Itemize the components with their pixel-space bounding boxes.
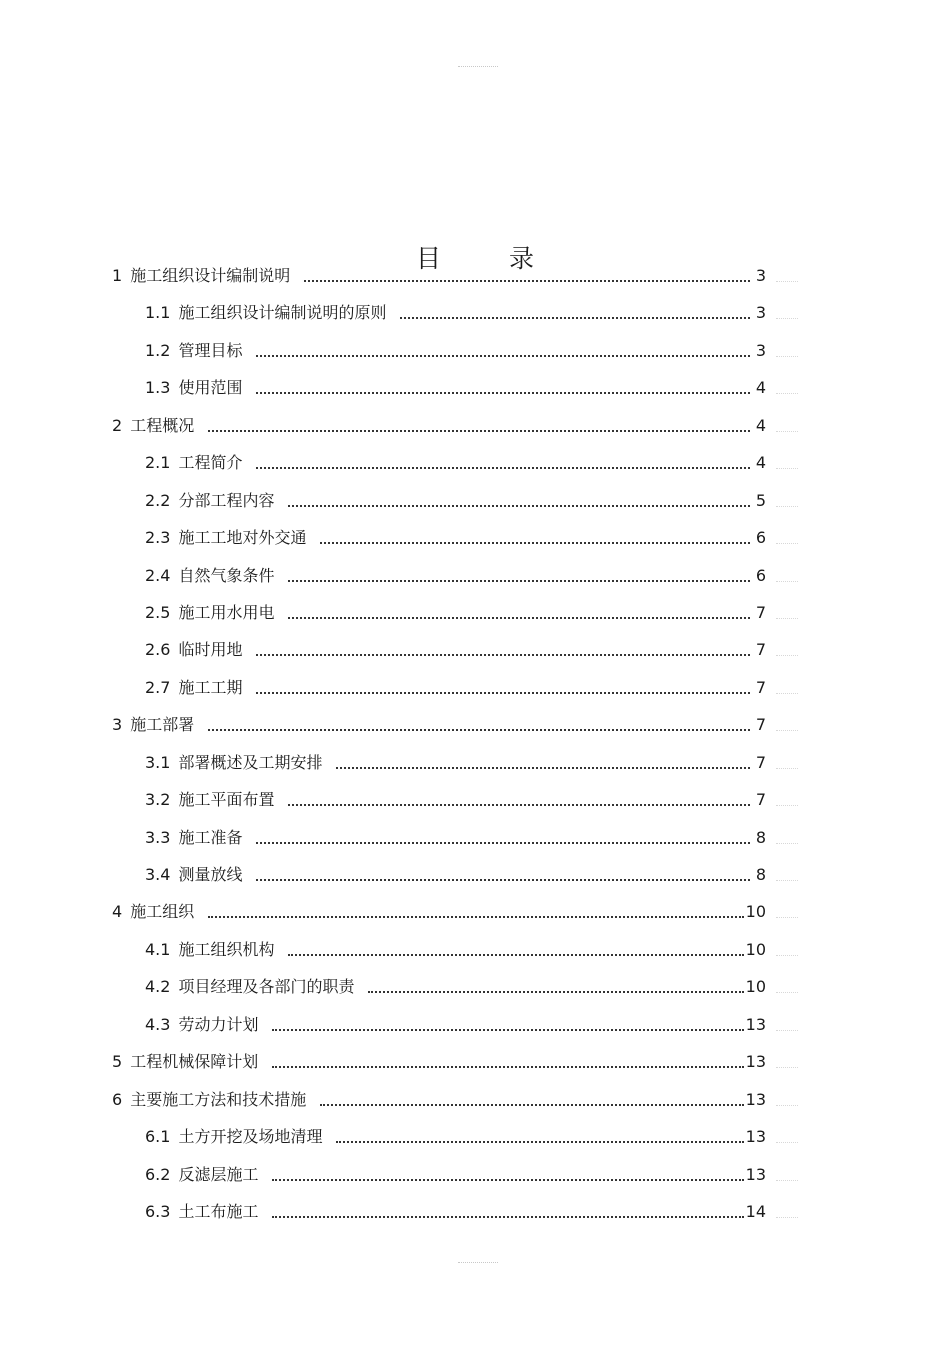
toc-entry-title: 反滤层施工: [178, 1165, 259, 1184]
toc-entry[interactable]: [112, 898, 772, 922]
toc-entry-number: 3.4: [145, 865, 171, 884]
dot-leader: [208, 729, 750, 731]
dot-leader-tail: [776, 655, 798, 656]
dot-leader-tail: [776, 768, 798, 769]
toc-entry-page: 7: [755, 715, 766, 734]
toc-entry-number: 2.4: [145, 566, 171, 585]
toc-entry-number: 2: [112, 416, 123, 435]
toc-entry-page: 13: [745, 1165, 766, 1184]
dot-leader: [272, 1029, 743, 1031]
toc-entry[interactable]: [145, 337, 772, 361]
toc-entry-title: 工程机械保障计划: [130, 1052, 259, 1071]
dot-leader: [320, 1104, 743, 1106]
toc-entry[interactable]: [112, 711, 772, 735]
toc-entry-number: 5: [112, 1052, 123, 1071]
toc-entry-title: 使用范围: [178, 378, 243, 397]
dot-leader: [288, 580, 750, 582]
toc-entry-number: 3.1: [145, 753, 171, 772]
dot-leader: [304, 280, 750, 282]
toc-entry[interactable]: [145, 936, 772, 960]
toc-entry-title: 工程简介: [178, 453, 243, 472]
dot-leader-tail: [776, 581, 798, 582]
dot-leader-tail: [776, 543, 798, 544]
toc-entry-title: 测量放线: [178, 865, 243, 884]
footer-mark: [458, 1262, 498, 1265]
toc-entry-title: 施工工期: [178, 678, 243, 697]
dot-leader: [272, 1066, 743, 1068]
toc-entry-page: 4: [755, 378, 766, 397]
toc-entry[interactable]: [145, 487, 772, 511]
toc-entry-page: 7: [755, 790, 766, 809]
toc-entry-number: 2.3: [145, 528, 171, 547]
toc-entry-page: 6: [755, 528, 766, 547]
dot-leader-tail: [776, 468, 798, 469]
toc-entry[interactable]: [145, 786, 772, 810]
toc-entry[interactable]: [145, 1198, 772, 1222]
toc-entry-number: 2.5: [145, 603, 171, 622]
toc-entry-number: 1.2: [145, 341, 171, 360]
dot-leader-tail: [776, 992, 798, 993]
toc-entry-title: 施工准备: [178, 828, 243, 847]
toc-entry-title: 施工工地对外交通: [178, 528, 307, 547]
toc-entry[interactable]: [145, 636, 772, 660]
toc-entry[interactable]: [145, 1011, 772, 1035]
toc-entry-title: 土工布施工: [178, 1202, 259, 1221]
toc-entry-page: 4: [755, 453, 766, 472]
dot-leader: [256, 879, 750, 881]
toc-entry-page: 13: [745, 1090, 766, 1109]
toc-entry-title: 管理目标: [178, 341, 243, 360]
dot-leader: [272, 1179, 743, 1181]
toc-entry-page: 7: [755, 603, 766, 622]
dot-leader-tail: [776, 431, 798, 432]
toc-entry-number: 2.2: [145, 491, 171, 510]
toc-entry-page: 4: [755, 416, 766, 435]
toc-entry[interactable]: [145, 973, 772, 997]
dot-leader: [256, 467, 750, 469]
dot-leader-tail: [776, 805, 798, 806]
toc-entry-page: 10: [745, 940, 766, 959]
toc-entry[interactable]: [145, 562, 772, 586]
dot-leader-tail: [776, 1030, 798, 1031]
toc-entry[interactable]: [145, 861, 772, 885]
toc-entry-title: 项目经理及各部门的职责: [178, 977, 355, 996]
toc-entry-page: 6: [755, 566, 766, 585]
toc-entry[interactable]: [145, 299, 772, 323]
toc-entry-page: 10: [745, 977, 766, 996]
toc-entry-title: 施工组织设计编制说明: [130, 266, 291, 285]
toc-entry-number: 3.2: [145, 790, 171, 809]
toc-entry-page: 3: [755, 266, 766, 285]
toc-entry-title: 部署概述及工期安排: [178, 753, 323, 772]
dot-leader-tail: [776, 1142, 798, 1143]
toc-entry-page: 8: [755, 865, 766, 884]
toc-entry-page: 5: [755, 491, 766, 510]
toc-entry[interactable]: [145, 1161, 772, 1185]
dot-leader-tail: [776, 1105, 798, 1106]
toc-entry-title: 劳动力计划: [178, 1015, 259, 1034]
toc-entry-page: 7: [755, 753, 766, 772]
dot-leader: [256, 692, 750, 694]
toc-entry[interactable]: [145, 599, 772, 623]
toc-entry[interactable]: [112, 412, 772, 436]
toc-entry-page: 10: [745, 902, 766, 921]
dot-leader-tail: [776, 318, 798, 319]
dot-leader-tail: [776, 955, 798, 956]
toc-entry-number: 1: [112, 266, 123, 285]
dot-leader: [288, 804, 750, 806]
dot-leader: [336, 767, 750, 769]
toc-entry[interactable]: [112, 1048, 772, 1072]
toc-entry-page: 3: [755, 341, 766, 360]
toc-entry-title: 主要施工方法和技术措施: [130, 1090, 307, 1109]
toc-entry-title: 临时用地: [178, 640, 243, 659]
toc-entry[interactable]: [145, 824, 772, 848]
toc-entry-title: 施工组织设计编制说明的原则: [178, 303, 387, 322]
dot-leader: [256, 392, 750, 394]
toc-entry-number: 6.3: [145, 1202, 171, 1221]
dot-leader: [368, 991, 743, 993]
dot-leader: [256, 654, 750, 656]
dot-leader-tail: [776, 618, 798, 619]
toc-entry-title: 施工平面布置: [178, 790, 275, 809]
dot-leader-tail: [776, 393, 798, 394]
toc-entry-number: 1.3: [145, 378, 171, 397]
toc-entry-title: 土方开挖及场地清理: [178, 1127, 323, 1146]
toc-entry-title: 工程概况: [130, 416, 195, 435]
toc-entry-page: 7: [755, 678, 766, 697]
toc-entry-title: 施工用水用电: [178, 603, 275, 622]
toc-entry-page: 8: [755, 828, 766, 847]
dot-leader: [256, 355, 750, 357]
dot-leader: [336, 1141, 743, 1143]
toc-entry-number: 6.1: [145, 1127, 171, 1146]
toc-entry-title: 施工组织机构: [178, 940, 275, 959]
toc-entry-number: 6: [112, 1090, 123, 1109]
dot-leader-tail: [776, 693, 798, 694]
dot-leader: [272, 1216, 743, 1218]
toc-entry[interactable]: [145, 749, 772, 773]
dot-leader-tail: [776, 1067, 798, 1068]
toc-entry[interactable]: [145, 449, 772, 473]
toc-entry-number: 1.1: [145, 303, 171, 322]
toc-entry-number: 4: [112, 902, 123, 921]
dot-leader: [208, 916, 743, 918]
toc-entry-page: 3: [755, 303, 766, 322]
toc-entry[interactable]: [145, 1123, 772, 1147]
dot-leader: [256, 842, 750, 844]
dot-leader-tail: [776, 1180, 798, 1181]
toc-entry-title: 自然气象条件: [178, 566, 275, 585]
toc-entry[interactable]: [145, 374, 772, 398]
toc-entry-number: 3: [112, 715, 123, 734]
toc-entry-number: 3.3: [145, 828, 171, 847]
toc-entry-title: 施工部署: [130, 715, 195, 734]
dot-leader-tail: [776, 880, 798, 881]
dot-leader-tail: [776, 506, 798, 507]
dot-leader-tail: [776, 730, 798, 731]
dot-leader-tail: [776, 281, 798, 282]
toc-entry-number: 2.6: [145, 640, 171, 659]
toc-entry-page: 14: [745, 1202, 766, 1221]
dot-leader: [288, 505, 750, 507]
dot-leader-tail: [776, 1217, 798, 1218]
toc-entry[interactable]: [145, 674, 772, 698]
toc-entry-title: 分部工程内容: [178, 491, 275, 510]
toc-entry-number: 2.7: [145, 678, 171, 697]
dot-leader: [320, 542, 750, 544]
toc-entry[interactable]: [145, 524, 772, 548]
dot-leader: [400, 317, 750, 319]
toc-entry-page: 13: [745, 1127, 766, 1146]
toc-entry-title: 施工组织: [130, 902, 195, 921]
toc-entry-number: 6.2: [145, 1165, 171, 1184]
dot-leader-tail: [776, 843, 798, 844]
toc-entry[interactable]: [112, 1086, 772, 1110]
dot-leader: [288, 954, 743, 956]
toc-entry-page: 13: [745, 1015, 766, 1034]
dot-leader: [208, 430, 750, 432]
toc-entry-page: 7: [755, 640, 766, 659]
dot-leader: [288, 617, 750, 619]
toc-entry-number: 2.1: [145, 453, 171, 472]
toc-entry-number: 4.3: [145, 1015, 171, 1034]
toc-entry-number: 4.1: [145, 940, 171, 959]
dot-leader-tail: [776, 356, 798, 357]
toc-title: 目 录: [416, 243, 564, 273]
toc-entry-page: 13: [745, 1052, 766, 1071]
toc-entry-number: 4.2: [145, 977, 171, 996]
toc-entry[interactable]: [112, 262, 772, 286]
dot-leader-tail: [776, 917, 798, 918]
